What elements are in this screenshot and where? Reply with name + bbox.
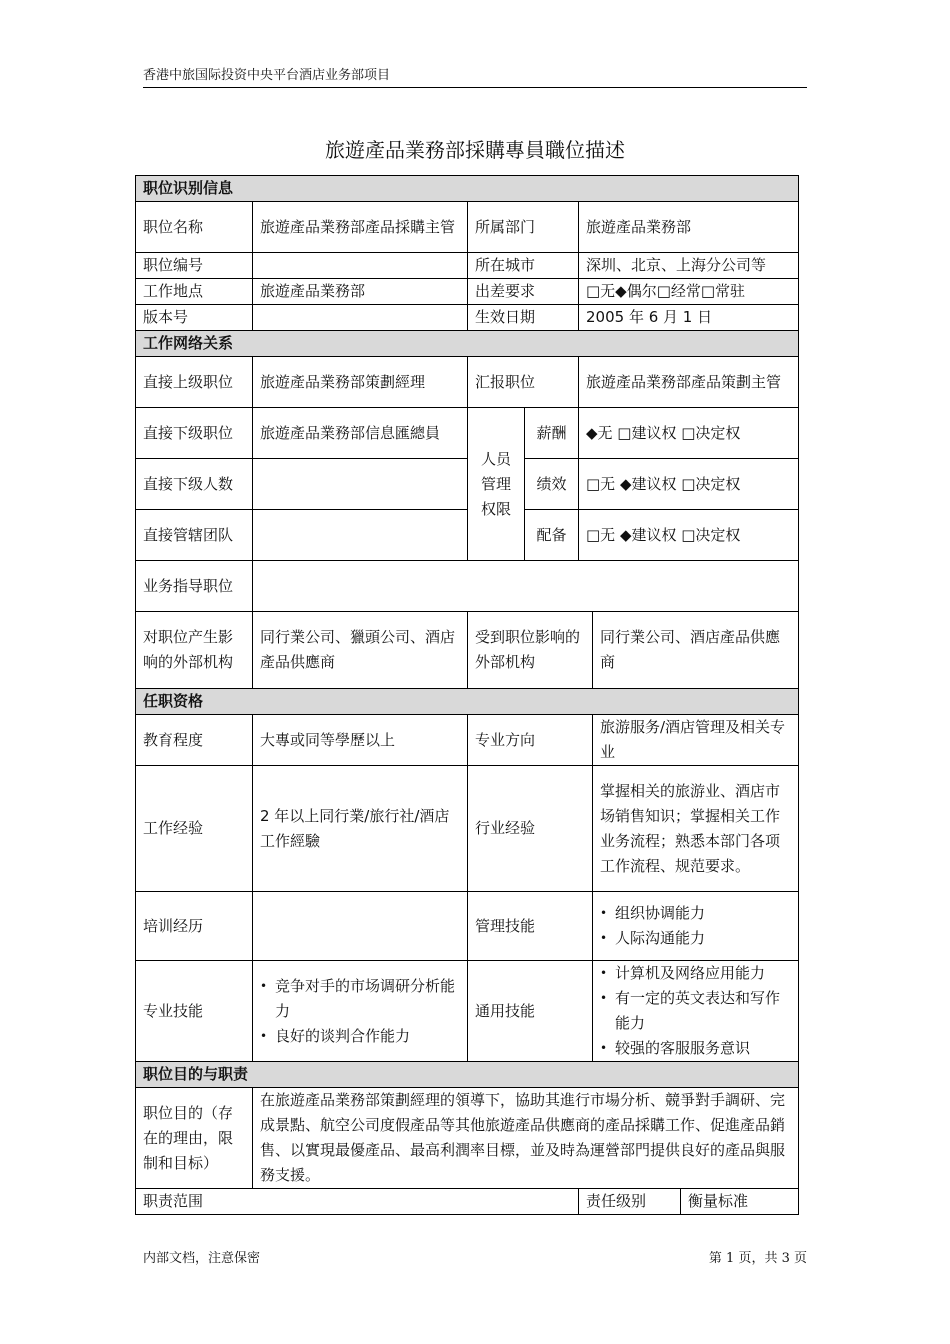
cell-value xyxy=(253,305,468,331)
cell-label: 出差要求 xyxy=(468,279,579,305)
cell-value xyxy=(593,892,799,961)
cell-label: 版本号 xyxy=(136,305,253,331)
cell-value: 大專或同等學歷以上 xyxy=(253,715,468,766)
cell-value xyxy=(253,253,468,279)
cell-label: 责任级别 xyxy=(579,1189,681,1215)
cell-label: 行业经验 xyxy=(468,766,593,892)
cell-label: 人员管理权限 xyxy=(468,408,525,561)
bullet-list xyxy=(600,961,791,1061)
cell-value xyxy=(253,459,468,510)
cell-label: 专业技能 xyxy=(136,961,253,1062)
page-header: 香港中旅国际投资中央平台酒店业务部项目 xyxy=(143,64,807,88)
cell-label: 职位编号 xyxy=(136,253,253,279)
cell-value: ◆无 □建议权 □决定权 xyxy=(579,408,799,459)
cell-value: 深圳、北京、上海分公司等 xyxy=(579,253,799,279)
cell-label: 职位名称 xyxy=(136,202,253,253)
cell-label: 管理技能 xyxy=(468,892,593,961)
list-item: • 计算机及网络应用能力 xyxy=(600,961,791,986)
list-item: • 良好的谈判合作能力 xyxy=(260,1024,460,1049)
cell-label: 衡量标准 xyxy=(681,1189,799,1215)
cell-value: 2005 年 6 月 1 日 xyxy=(579,305,799,331)
cell-label: 对职位产生影响的外部机构 xyxy=(136,612,253,689)
cell-value xyxy=(253,961,468,1062)
section-title: 工作网络关系 xyxy=(136,331,799,357)
cell-label: 教育程度 xyxy=(136,715,253,766)
cell-label: 所在城市 xyxy=(468,253,579,279)
cell-value xyxy=(253,510,468,561)
cell-label: 薪酬 xyxy=(525,408,579,459)
cell-label: 绩效 xyxy=(525,459,579,510)
cell-label: 职位目的（存在的理由，限制和目标） xyxy=(136,1088,253,1189)
cell-label: 工作经验 xyxy=(136,766,253,892)
cell-value: 旅遊產品業務部信息匯總員 xyxy=(253,408,468,459)
list-item: • 竞争对手的市场调研分析能力 xyxy=(260,974,460,1024)
section-title: 职位识别信息 xyxy=(136,176,799,202)
cell-label: 通用技能 xyxy=(468,961,593,1062)
cell-value: □无◆偶尔□经常□常驻 xyxy=(579,279,799,305)
cell-value xyxy=(253,561,799,612)
section-title: 任职资格 xyxy=(136,689,799,715)
cell-label: 直接管辖团队 xyxy=(136,510,253,561)
footer-left: 内部文档，注意保密 xyxy=(143,1251,261,1266)
section-title: 职位目的与职责 xyxy=(136,1062,799,1088)
footer-page-number: 第 1 页，共 3 页 xyxy=(708,1251,807,1266)
page-title: 旅遊產品業務部採購專員職位描述 xyxy=(325,138,625,162)
cell-label: 工作地点 xyxy=(136,279,253,305)
cell-value: □无 ◆建议权 □决定权 xyxy=(579,510,799,561)
cell-label: 业务指导职位 xyxy=(136,561,253,612)
cell-label: 直接下级人数 xyxy=(136,459,253,510)
cell-value: 旅游服务/酒店管理及相关专业 xyxy=(593,715,799,766)
cell-value: 2 年以上同行業/旅行社/酒店工作經驗 xyxy=(253,766,468,892)
list-item: • 较强的客服服务意识 xyxy=(600,1036,791,1061)
cell-value xyxy=(253,892,468,961)
cell-label: 培训经历 xyxy=(136,892,253,961)
cell-label: 配备 xyxy=(525,510,579,561)
cell-label: 专业方向 xyxy=(468,715,593,766)
cell-value: 在旅遊產品業務部策劃經理的領導下，協助其進行市場分析、競爭對手調研、完成景點、航空公司度假產品等其他旅遊產品供應商的產品採購工作、促進產品銷售、以實現最優產品、最高利潤率目標，並及時為運營部門提供良好的產品與服務支援。 xyxy=(253,1088,799,1189)
cell-value: 同行業公司、獵頭公司、酒店產品供應商 xyxy=(253,612,468,689)
bullet-list xyxy=(600,901,791,951)
cell-value: 旅遊產品業務部策劃經理 xyxy=(253,357,468,408)
cell-value: 旅遊產品業務部產品採購主管 xyxy=(253,202,468,253)
cell-label: 生效日期 xyxy=(468,305,579,331)
list-item: • 有一定的英文表达和写作能力 xyxy=(600,986,791,1036)
cell-value: 掌握相关的旅游业、酒店市场销售知识；掌握相关工作业务流程；熟悉本部门各项工作流程、规范要求。 xyxy=(593,766,799,892)
cell-label: 受到职位影响的外部机构 xyxy=(468,612,593,689)
cell-label: 职责范围 xyxy=(136,1189,579,1215)
cell-label: 直接上级职位 xyxy=(136,357,253,408)
cell-value: 旅遊產品業務部產品策劃主管 xyxy=(579,357,799,408)
bullet-list xyxy=(260,974,460,1049)
cell-value: 旅遊產品業務部 xyxy=(253,279,468,305)
cell-value: 同行業公司、酒店產品供應商 xyxy=(593,612,799,689)
list-item: • 组织协调能力 xyxy=(600,901,791,926)
cell-value: □无 ◆建议权 □决定权 xyxy=(579,459,799,510)
list-item: • 人际沟通能力 xyxy=(600,926,791,951)
job-description-table xyxy=(135,175,799,1215)
cell-label: 汇报职位 xyxy=(468,357,579,408)
cell-value xyxy=(593,961,799,1062)
cell-value: 旅遊產品業務部 xyxy=(579,202,799,253)
cell-label: 直接下级职位 xyxy=(136,408,253,459)
cell-label: 所属部门 xyxy=(468,202,579,253)
